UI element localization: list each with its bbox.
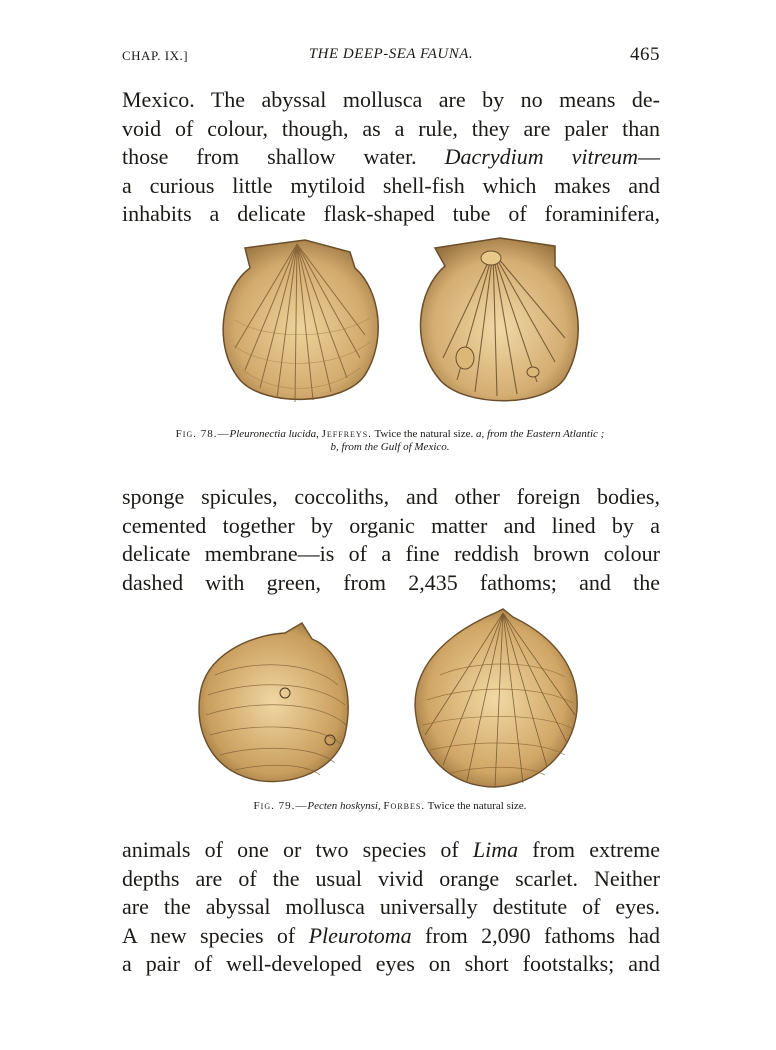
shell-a — [223, 240, 378, 402]
text-line: delicate membrane—is of a fine reddish brown colour — [122, 541, 660, 566]
text-line: cemented together by organic matter and lined by a — [122, 512, 660, 538]
figure-78-illustration — [205, 230, 585, 420]
shell-c — [199, 623, 348, 782]
text-line: a curious little mytiloid shell-fish which makes and — [122, 172, 660, 198]
genus-name: Pleurotoma — [308, 922, 412, 948]
text-line: Mexico. The abyssal mollusca are by no means de- — [122, 87, 660, 112]
text-line: void of colour, though, as a rule, they are paler than — [122, 115, 660, 141]
text-line: those from shallow water. Dacrydium vitreum— — [122, 144, 660, 169]
text-line: depths are of the usual vivid orange scarlet. Neither — [122, 865, 660, 891]
text-line: sponge spicules, coccoliths, and other foreign bodies, — [122, 484, 660, 509]
text-line: are the abyssal mollusca universally destitute of eyes. — [122, 894, 660, 919]
figure-79-caption: Fig. 79.—Pecten hoskynsi, Forbes. Twice the natural size. — [253, 800, 527, 812]
text-line: dashed with green, from 2,435 fathoms; and the — [122, 569, 660, 595]
running-title: THE DEEP-SEA FAUNA. — [308, 46, 474, 62]
text-line: a pair of well-developed eyes on short footstalks; and — [122, 951, 660, 976]
text-line: A new species of Pleurotoma from 2,090 fathoms had — [122, 922, 661, 948]
species-name: Dacrydium vitreum — [444, 144, 638, 169]
paragraph-1 — [122, 86, 660, 229]
chapter-label: CHAP. IX.] — [122, 48, 189, 63]
paragraph-3 — [122, 836, 660, 979]
paragraph-2 — [122, 483, 660, 597]
genus-name: Lima — [472, 837, 519, 862]
text-line: animals of one or two species of Lima from extreme — [122, 837, 661, 862]
page-number: 465 — [630, 44, 660, 65]
figure-78-caption: Fig. 78.—Pleuronectia lucida, Jeffreys. Twice the natural size. a, from the Eastern Atlantic ; b, from the Gulf of Mexico. — [175, 428, 605, 453]
shell-b — [421, 238, 579, 401]
text-line: inhabits a delicate flask-shaped tube of foraminifera, — [122, 201, 660, 226]
figure-79-illustration — [190, 605, 590, 795]
shell-d — [415, 609, 577, 787]
running-head — [122, 44, 660, 68]
